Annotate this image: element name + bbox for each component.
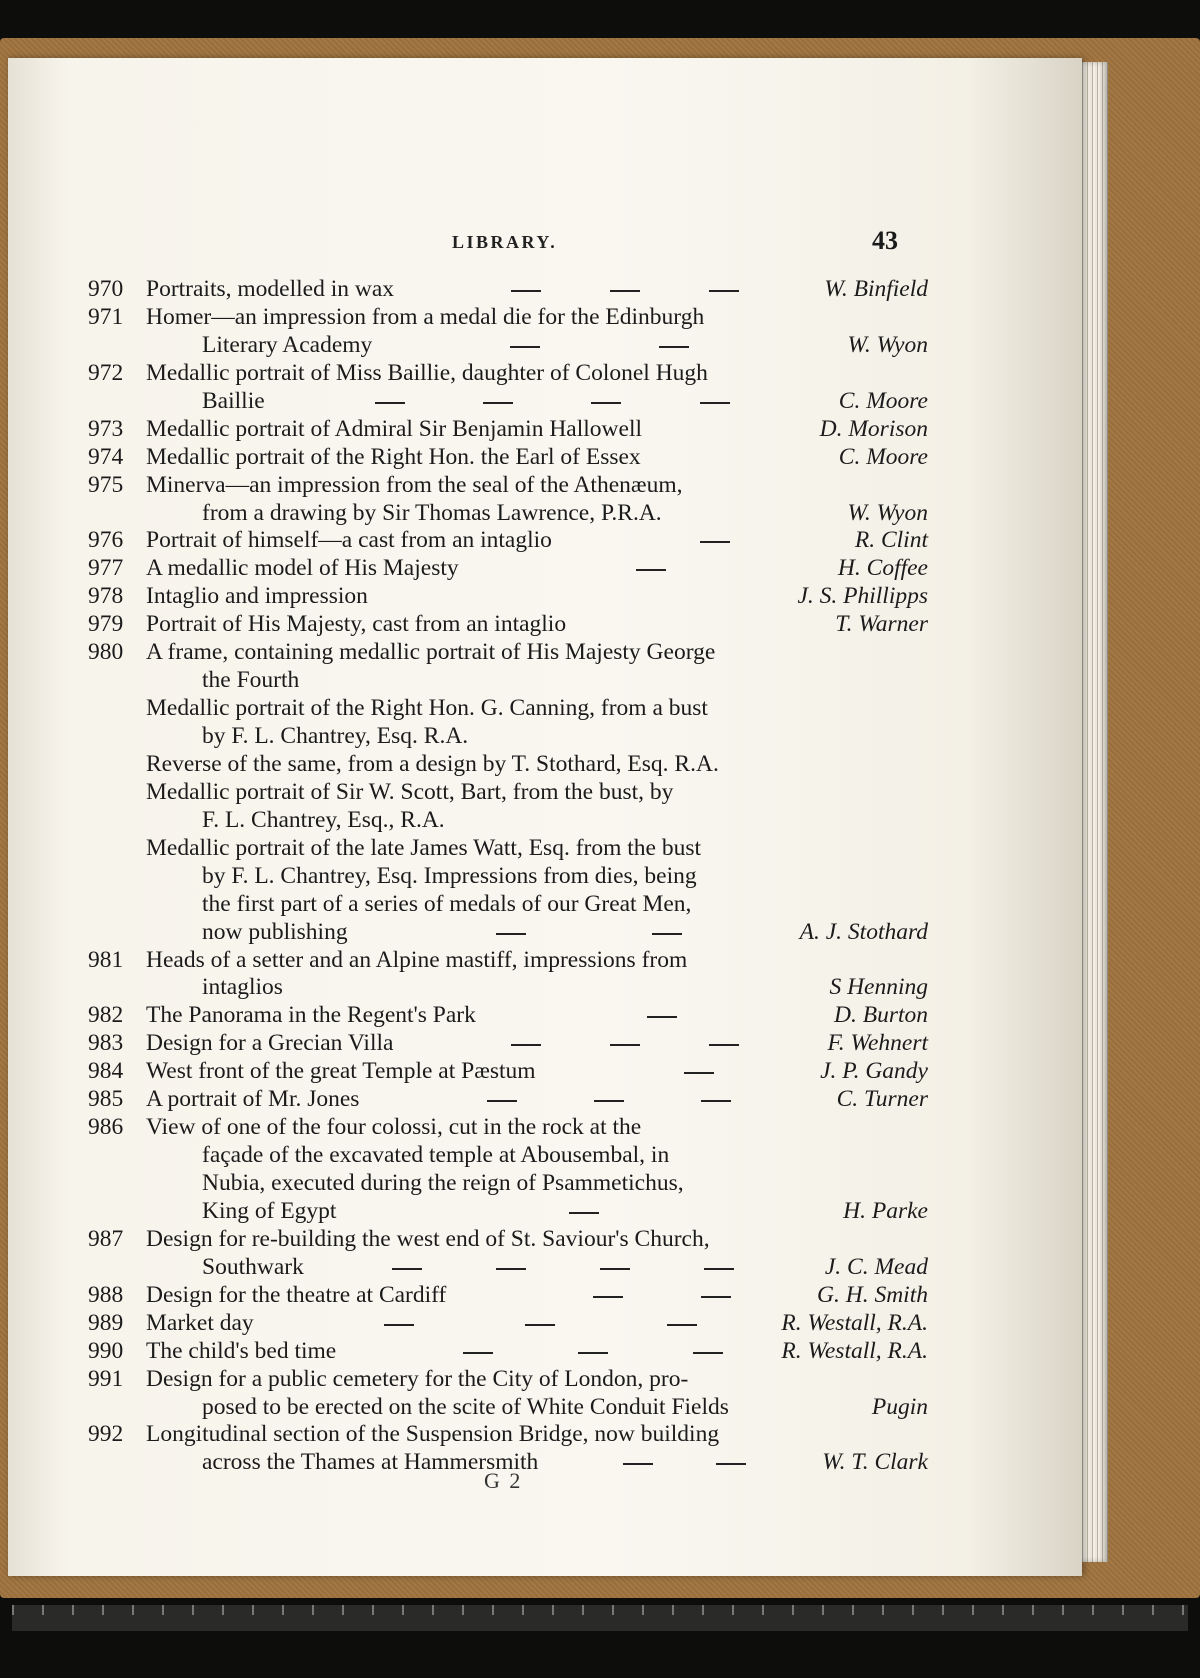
entry-number: 981 [88,946,124,973]
entry-number: 975 [88,471,124,498]
entry-title: View of one of the four colossi, cut in the rock at the [146,1114,642,1141]
ruler-tick [642,1605,644,1615]
entry-title: the first part of a series of medals of our Great Men, [202,890,692,917]
entry-title: King of Egypt [202,1197,337,1224]
ruler-tick [432,1605,434,1615]
catalogue-entry-continuation [88,388,928,416]
dash-mark [647,1016,677,1018]
artist-name: C. Turner [836,1086,928,1113]
artist-name: R. Westall, R.A. [781,1309,928,1336]
dash-mark [593,1296,623,1298]
artist-name: D. Morison [819,415,928,442]
catalogue-entry-continuation [88,863,928,891]
running-head [0,226,1200,262]
entry-number: 979 [88,611,124,638]
entry-number: 971 [88,303,124,330]
entry-title: Medallic portrait of the late James Watt, Esq. from the bust [146,834,702,861]
ruler-tick [42,1605,44,1615]
ruler-tick [72,1605,74,1615]
leader-dashes [360,1198,808,1214]
leader-dashes [370,919,808,935]
catalogue-entry [88,1058,928,1086]
entry-title: intaglios [202,974,283,1001]
ruler-tick [792,1605,794,1615]
ruler-tick [132,1605,134,1615]
catalogue-entry-continuation [88,919,928,947]
artist-name: G. H. Smith [817,1281,928,1308]
ruler-tick [1152,1605,1154,1615]
artist-name: W. Binfield [824,276,928,302]
artist-name: D. Burton [834,1002,928,1029]
dash-mark [392,1268,422,1270]
entry-number: 990 [88,1337,124,1364]
dash-mark [709,1044,739,1046]
entry-number: 986 [88,1114,124,1141]
catalogue-entry [88,1030,928,1058]
artist-name: R. Westall, R.A. [781,1337,928,1364]
entry-number: 985 [88,1086,124,1113]
dash-mark [511,290,541,292]
artist-name: W. Wyon [847,499,928,526]
entry-title: Medallic portrait of Sir W. Scott, Bart, from the bust, by [146,778,674,805]
dash-mark [510,346,540,348]
leader-dashes [272,1310,808,1326]
entry-title: Heads of a setter and an Alpine mastiff, impressions from [146,946,688,973]
entry-number: 983 [88,1030,124,1057]
ruler-tick [312,1605,314,1615]
ruler-tick [162,1605,164,1615]
dash-mark [487,1100,517,1102]
ruler-tick [1002,1605,1004,1615]
leader-dashes [317,1254,808,1270]
dash-mark [483,402,513,404]
catalogue-entry [88,1421,928,1449]
catalogue-entry [88,639,928,667]
artist-name: W. T. Clark [822,1449,928,1476]
entry-number: 973 [88,415,124,442]
dash-mark [709,290,739,292]
artist-name: C. Moore [838,387,928,414]
entry-title: by F. L. Chantrey, Esq. R.A. [202,723,469,749]
leader-dashes [590,1058,808,1074]
dash-mark [716,1463,746,1465]
entry-number: 992 [88,1421,124,1448]
artist-name: J. S. Phillipps [797,583,928,610]
entry-title: posed to be erected on the scite of White Conduit Fields [202,1393,729,1420]
entry-title: Longitudinal section of the Suspension Bridge, now building [146,1421,720,1448]
ruler-tick [942,1605,944,1615]
catalogue-entry [88,947,928,975]
entry-title: Minerva—an impression from the seal of the Athenæum, [146,471,683,498]
dash-mark [569,1212,599,1214]
artist-name: Pugin [871,1393,928,1420]
dash-mark [659,346,689,348]
catalogue-entry [88,1002,928,1030]
entry-title: Medallic portrait of the Right Hon. G. Canning, from a bust [146,695,708,722]
ruler-tick [192,1605,194,1615]
page-number: 43 [872,226,898,255]
entry-number: 991 [88,1365,124,1392]
entry-title: across the Thames at Hammersmith [202,1449,539,1476]
ruler-tick [912,1605,914,1615]
ruler-tick [1062,1605,1064,1615]
catalogue-entry [88,1086,928,1114]
leader-dashes [622,527,808,543]
artist-name: J. C. Mead [824,1253,928,1280]
catalogue-entry [88,304,928,332]
catalogue-entry [88,1366,928,1394]
entry-title: Design for the theatre at Cardiff [146,1281,447,1308]
catalogue-entry [88,416,928,444]
artist-name: R. Clint [854,527,928,554]
dash-mark [652,933,682,935]
catalogue-entry-continuation [88,332,928,360]
entry-title: F. L. Chantrey, Esq., R.A. [202,806,445,833]
scale-ruler [12,1605,1188,1631]
entry-number: 980 [88,639,124,666]
entry-title: Literary Academy [202,331,373,358]
entry-title: Design for a Grecian Villa [146,1030,394,1057]
entry-number: 974 [88,443,124,470]
ruler-tick [1122,1605,1124,1615]
dash-mark [525,1324,555,1326]
catalogue-entry [88,1114,928,1142]
ruler-tick [582,1605,584,1615]
ruler-tick [672,1605,674,1615]
dash-mark [600,1268,630,1270]
entry-title: now publishing [202,918,348,945]
leader-dashes [378,1338,808,1354]
ruler-tick [342,1605,344,1615]
entry-title: Homer—an impression from a medal die for the Edinburgh [146,303,705,330]
dash-mark [610,1044,640,1046]
ruler-tick [12,1605,14,1615]
catalogue-entry-continuation [88,1170,928,1198]
dash-mark [463,1352,493,1354]
dash-mark [636,569,666,571]
catalogue-entry [88,779,928,807]
catalogue-entry [88,472,928,500]
artist-name: S Henning [829,974,928,1001]
catalogue-entry [88,1310,928,1338]
dash-mark [578,1352,608,1354]
entry-title: Portrait of His Majesty, cast from an intaglio [146,611,567,638]
ruler-tick [972,1605,974,1615]
ruler-tick [372,1605,374,1615]
entry-title: Medallic portrait of Miss Baillie, daughter of Colonel Hugh [146,359,708,386]
entry-title: The Panorama in the Regent's Park [146,1002,476,1029]
ruler-tick [882,1605,884,1615]
entry-title: Portrait of himself—a cast from an intaglio [146,527,552,554]
entry-title: Portraits, modelled in wax [146,276,395,302]
leader-dashes [410,1086,808,1102]
entry-number: 984 [88,1058,124,1085]
entry-title: the Fourth [202,667,300,694]
entry-title: from a drawing by Sir Thomas Lawrence, P.R.A. [202,499,662,526]
artist-name: W. Wyon [847,331,928,358]
leader-dashes [442,276,808,292]
catalogue-entry [88,583,928,611]
entry-title: Reverse of the same, from a design by T. Stothard, Esq. R.A. [146,750,719,777]
artist-name: C. Moore [838,443,928,470]
leader-dashes [442,1030,808,1046]
ruler-tick [822,1605,824,1615]
ruler-tick [1092,1605,1094,1615]
entry-title: by F. L. Chantrey, Esq. Impressions from dies, being [202,862,697,889]
catalogue-list [88,276,928,1477]
leader-dashes [516,1282,808,1298]
catalogue-entry [88,444,928,472]
artist-name: H. Parke [843,1197,928,1224]
entry-title: Medallic portrait of Admiral Sir Benjamin Hallowell [146,415,643,442]
catalogue-entry [88,751,928,779]
dash-mark [496,1268,526,1270]
dash-mark [700,541,730,543]
entry-title: Design for a public cemetery for the City of London, pro- [146,1365,689,1392]
dash-mark [693,1352,723,1354]
entry-title: The child's bed time [146,1337,337,1364]
catalogue-entry [88,611,928,639]
leader-dashes [561,1449,808,1465]
dash-mark [375,402,405,404]
catalogue-entry [88,527,928,555]
ruler-tick [462,1605,464,1615]
signature-mark: G 2 [484,1468,523,1493]
ruler-tick [402,1605,404,1615]
entry-title: West front of the great Temple at Pæstum [146,1058,536,1085]
catalogue-entry [88,360,928,388]
catalogue-entry-continuation [88,974,928,1002]
ruler-tick [102,1605,104,1615]
catalogue-entry-continuation [88,500,928,528]
catalogue-entry-continuation [88,1254,928,1282]
dash-mark [684,1072,714,1074]
ruler-tick [522,1605,524,1615]
dash-mark [700,402,730,404]
catalogue-entry-continuation [88,723,928,751]
catalogue-entry-continuation [88,1394,928,1422]
catalogue-entry [88,1282,928,1310]
entry-title: Southwark [202,1253,304,1280]
catalogue-entry-continuation [88,1142,928,1170]
ruler-tick [702,1605,704,1615]
dash-mark [610,290,640,292]
entry-number: 988 [88,1281,124,1308]
artist-name: H. Coffee [837,555,928,582]
ruler-tick [1182,1605,1184,1615]
dash-mark [701,1100,731,1102]
leader-dashes [495,555,808,571]
entry-title: Market day [146,1309,254,1336]
entry-title: A medallic model of His Majesty [146,555,459,582]
entry-title: Nubia, executed during the reign of Psammetichus, [202,1170,684,1196]
dash-mark [623,1463,653,1465]
entry-title: façade of the excavated temple at Abousembal, in [202,1142,670,1169]
ruler-tick [1032,1605,1034,1615]
ruler-tick [762,1605,764,1615]
catalogue-entry-continuation [88,891,928,919]
catalogue-entry [88,695,928,723]
header-title: LIBRARY. [452,232,558,252]
artist-name: A. J. Stothard [799,918,928,945]
dash-mark [496,933,526,935]
ruler-tick [222,1605,224,1615]
catalogue-entry-continuation [88,807,928,835]
leader-dashes [516,1002,808,1018]
ruler-tick [852,1605,854,1615]
leader-dashes [296,388,808,404]
ruler-tick [492,1605,494,1615]
catalogue-entry [88,276,928,304]
dash-mark [667,1324,697,1326]
entry-number: 989 [88,1309,124,1336]
catalogue-entry [88,1338,928,1366]
catalogue-entry-continuation [88,1198,928,1226]
dash-mark [384,1324,414,1326]
catalogue-entry-continuation [88,667,928,695]
entry-number: 978 [88,583,124,610]
dash-mark [701,1296,731,1298]
ruler-tick [282,1605,284,1615]
dash-mark [511,1044,541,1046]
entry-number: 987 [88,1225,124,1252]
entry-number: 976 [88,527,124,554]
catalogue-entry [88,1226,928,1254]
entry-title: Baillie [202,387,265,414]
entry-title: Design for re-building the west end of St. Saviour's Church, [146,1225,710,1252]
leader-dashes [392,332,808,348]
entry-number: 982 [88,1002,124,1029]
entry-number: 970 [88,276,124,302]
dash-mark [704,1268,734,1270]
entry-number: 977 [88,555,124,582]
dash-mark [591,402,621,404]
entry-title: A frame, containing medallic portrait of His Majesty George [146,639,716,666]
artist-name: F. Wehnert [827,1030,928,1057]
artist-name: J. P. Gandy [820,1058,928,1085]
entry-number: 972 [88,359,124,386]
ruler-tick [252,1605,254,1615]
artist-name: T. Warner [835,611,928,638]
ruler-tick [732,1605,734,1615]
catalogue-entry [88,835,928,863]
entry-title: Intaglio and impression [146,583,368,610]
entry-title: A portrait of Mr. Jones [146,1086,360,1113]
entry-title: Medallic portrait of the Right Hon. the Earl of Essex [146,443,641,470]
ruler-tick [552,1605,554,1615]
dash-mark [594,1100,624,1102]
ruler-tick [612,1605,614,1615]
catalogue-entry [88,555,928,583]
